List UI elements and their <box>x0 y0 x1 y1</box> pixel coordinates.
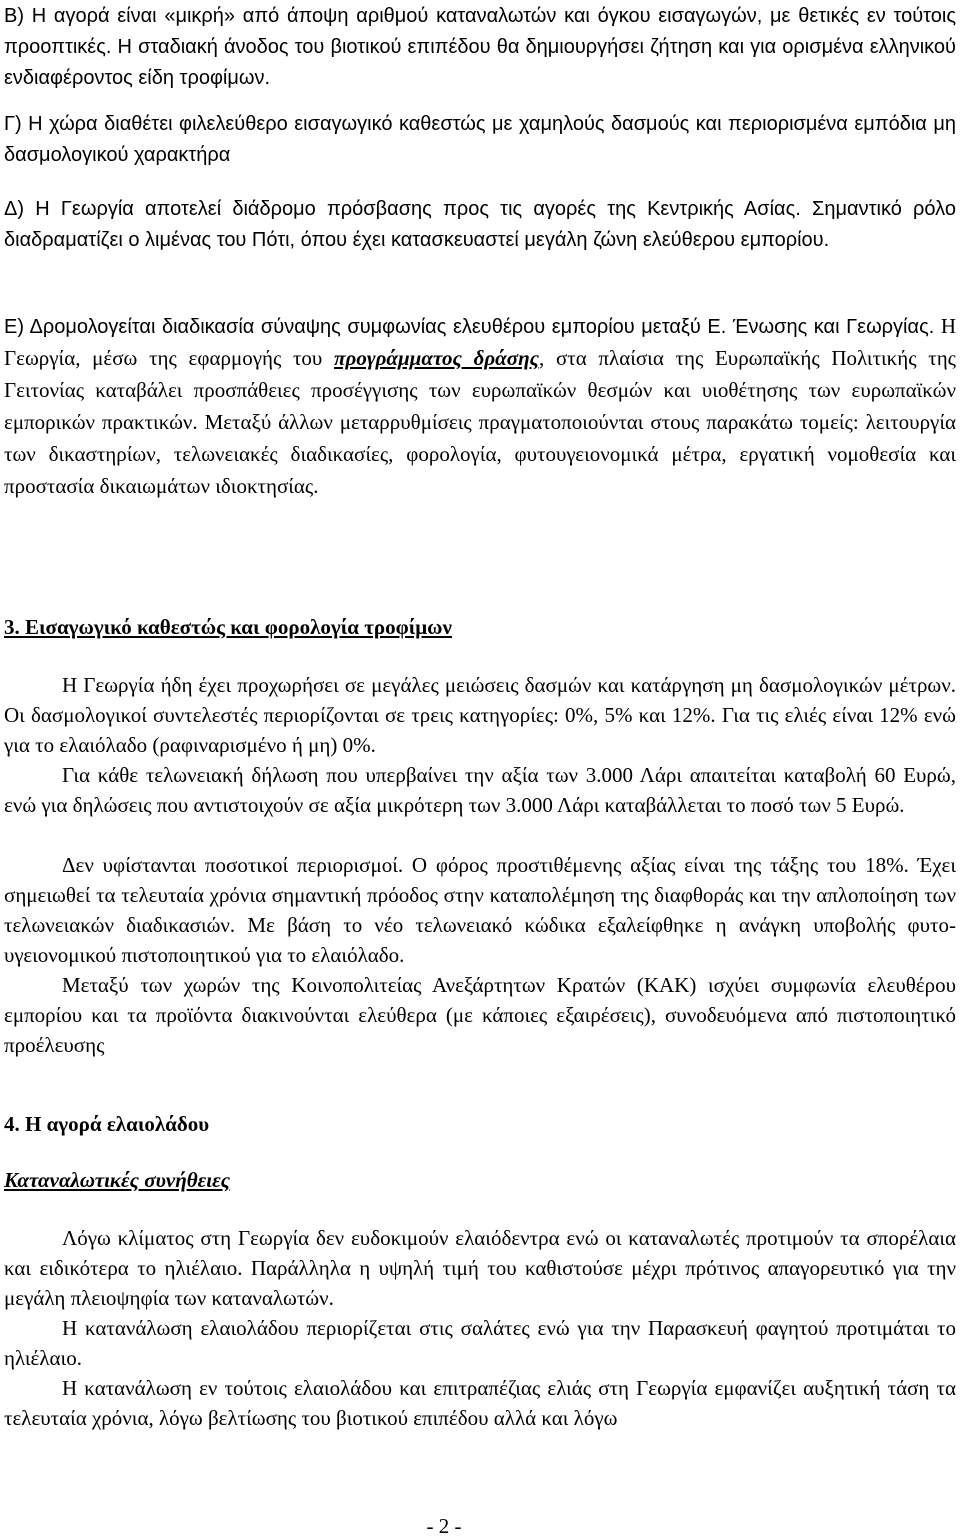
page-number: - 2 - <box>426 1514 462 1538</box>
section-3-paragraph-3: Δεν υφίστανται ποσοτικοί περιορισμοί. Ο φόρος προστιθέμενης αξίας είναι της τάξης του 18%. Έχει σημειωθεί τα τελευταία χρόνια σημαντική πρόοδος στην καταπολέμηση της διαφθοράς και την απλοποίηση των τελωνειακών διαδικασιών. Με βάση το νέο τελωνειακό κώδικα εξαλείφθηκε η ανάγκη υποβολής φυτο-υγειονομικού πιστοποιητικού για το ελαιόλαδο. <box>4 853 956 967</box>
paragraph-section-b: Β) Η αγορά είναι «μικρή» από άποψη αριθμού καταναλωτών και όγκου εισαγωγών, με θετικές εν τούτοις προοπτικές. Η σταδιακή άνοδος του βιοτικού επιπέδου θα δημιουργήσει ζήτηση και για ορισμένα ελληνικού ενδιαφέροντος είδη τροφίμων. <box>4 5 956 89</box>
section-4-subheading: Καταναλωτικές συνήθειες <box>4 1168 231 1192</box>
section-3-paragraph-1: Η Γεωργία ήδη έχει προχωρήσει σε μεγάλες μειώσεις δασμών και κατάργηση μη δασμολογικών μέτρων. Οι δασμολογικοί συντελεστές περιορίζονται σε τρεις κατηγορίες: 0%, 5% και 12%. Για τις ελιές είναι 12% ενώ για το ελαιόλαδο (ραφιναρισμένο ή μη) 0%. <box>4 673 956 757</box>
section-4-heading: 4. Η αγορά ελαιολάδου <box>4 1112 210 1136</box>
section-e-part1: Ε) Δρομολογείται διαδικασία σύναψης συμφωνίας ελευθέρου εμπορίου μεταξύ Ε. Ένωσης και Γεωργίας. <box>4 316 941 338</box>
section-e-part3: , στα πλαίσια της Ευρωπαϊκής Πολιτικής της Γειτονίας καταβάλει προσπάθειες προσέγγισης των ευρωπαϊκών θεσμών και υιοθέτησης των ευρωπαϊκών εμπορικών πρακτικών. Μεταξύ άλλων μεταρρυθμίσεις πραγματοποιούνται στους παρακάτω τομείς: λειτουργία των δικαστηρίων, τελωνειακές διαδικασίες, φορολογία, φυτουγειονομικά μέτρα, εργατική νομοθεσία και προστασία δικαιωμάτων ιδιοκτησίας. <box>4 346 957 498</box>
section-3-paragraph-4: Μεταξύ των χωρών της Κοινοπολιτείας Ανεξάρτητων Κρατών (ΚΑΚ) ισχύει συμφωνία ελευθέρου εμπορίου και τα προϊόντα διακινούνται ελεύθερα (με κάποιες εξαιρέσεις), συνοδευόμενα από πιστοποιητικό προέλευσης <box>4 973 956 1057</box>
section-4-paragraph-2: Η κατανάλωση ελαιολάδου περιορίζεται στις σαλάτες ενώ για την Παρασκευή φαγητού προτιμάται το ηλιέλαιο. <box>4 1316 956 1370</box>
section-3-paragraph-2: Για κάθε τελωνειακή δήλωση που υπερβαίνει την αξία των 3.000 Λάρι απαιτείται καταβολή 60 Ευρώ, ενώ για δηλώσεις που αντιστοιχούν σε αξία μικρότερη των 3.000 Λάρι καταβάλλεται το ποσό των 5 Ευρώ. <box>4 763 956 817</box>
section-4-paragraph-1: Λόγω κλίματος στη Γεωργία δεν ευδοκιμούν ελαιόδεντρα ενώ οι καταναλωτές προτιμούν τα σπορέλαια και ειδικότερα το ηλιέλαιο. Παράλληλα η υψηλή τιμή του καθιστούσε μέχρι πρότινος απαγορευτικό για την μεγάλη πλειοψηφία των καταναλωτών. <box>4 1226 956 1310</box>
section-3-heading: 3. Εισαγωγικό καθεστώς και φορολογία τροφίμων <box>4 615 452 639</box>
paragraph-section-e <box>4 311 956 503</box>
section-4-paragraph-3: Η κατανάλωση εν τούτοις ελαιολάδου και επιτραπέζιας ελιάς στη Γεωργία εμφανίζει αυξητική τάση τα τελευταία χρόνια, λόγω βελτίωσης του βιοτικού επιπέδου αλλά και λόγω <box>4 1376 956 1430</box>
paragraph-section-g: Γ) Η χώρα διαθέτει φιλελεύθερο εισαγωγικό καθεστώς με χαμηλούς δασμούς και περιορισμένα εμπόδια μη δασμολογικού χαρακτήρα <box>4 113 956 166</box>
program-of-action-emphasis: προγράμματος δράσης <box>334 346 539 370</box>
section-e-part2: Η Γεωργία, μέσω της εφαρμογής του <box>4 314 956 370</box>
paragraph-section-d: Δ) Η Γεωργία αποτελεί διάδρομο πρόσβασης προς τις αγορές της Κεντρικής Ασίας. Σημαντικό ρόλο διαδραματίζει ο λιμένας του Πότι, όπου έχει κατασκευαστεί μεγάλη ζώνη ελεύθερου εμπορίου. <box>4 198 956 251</box>
